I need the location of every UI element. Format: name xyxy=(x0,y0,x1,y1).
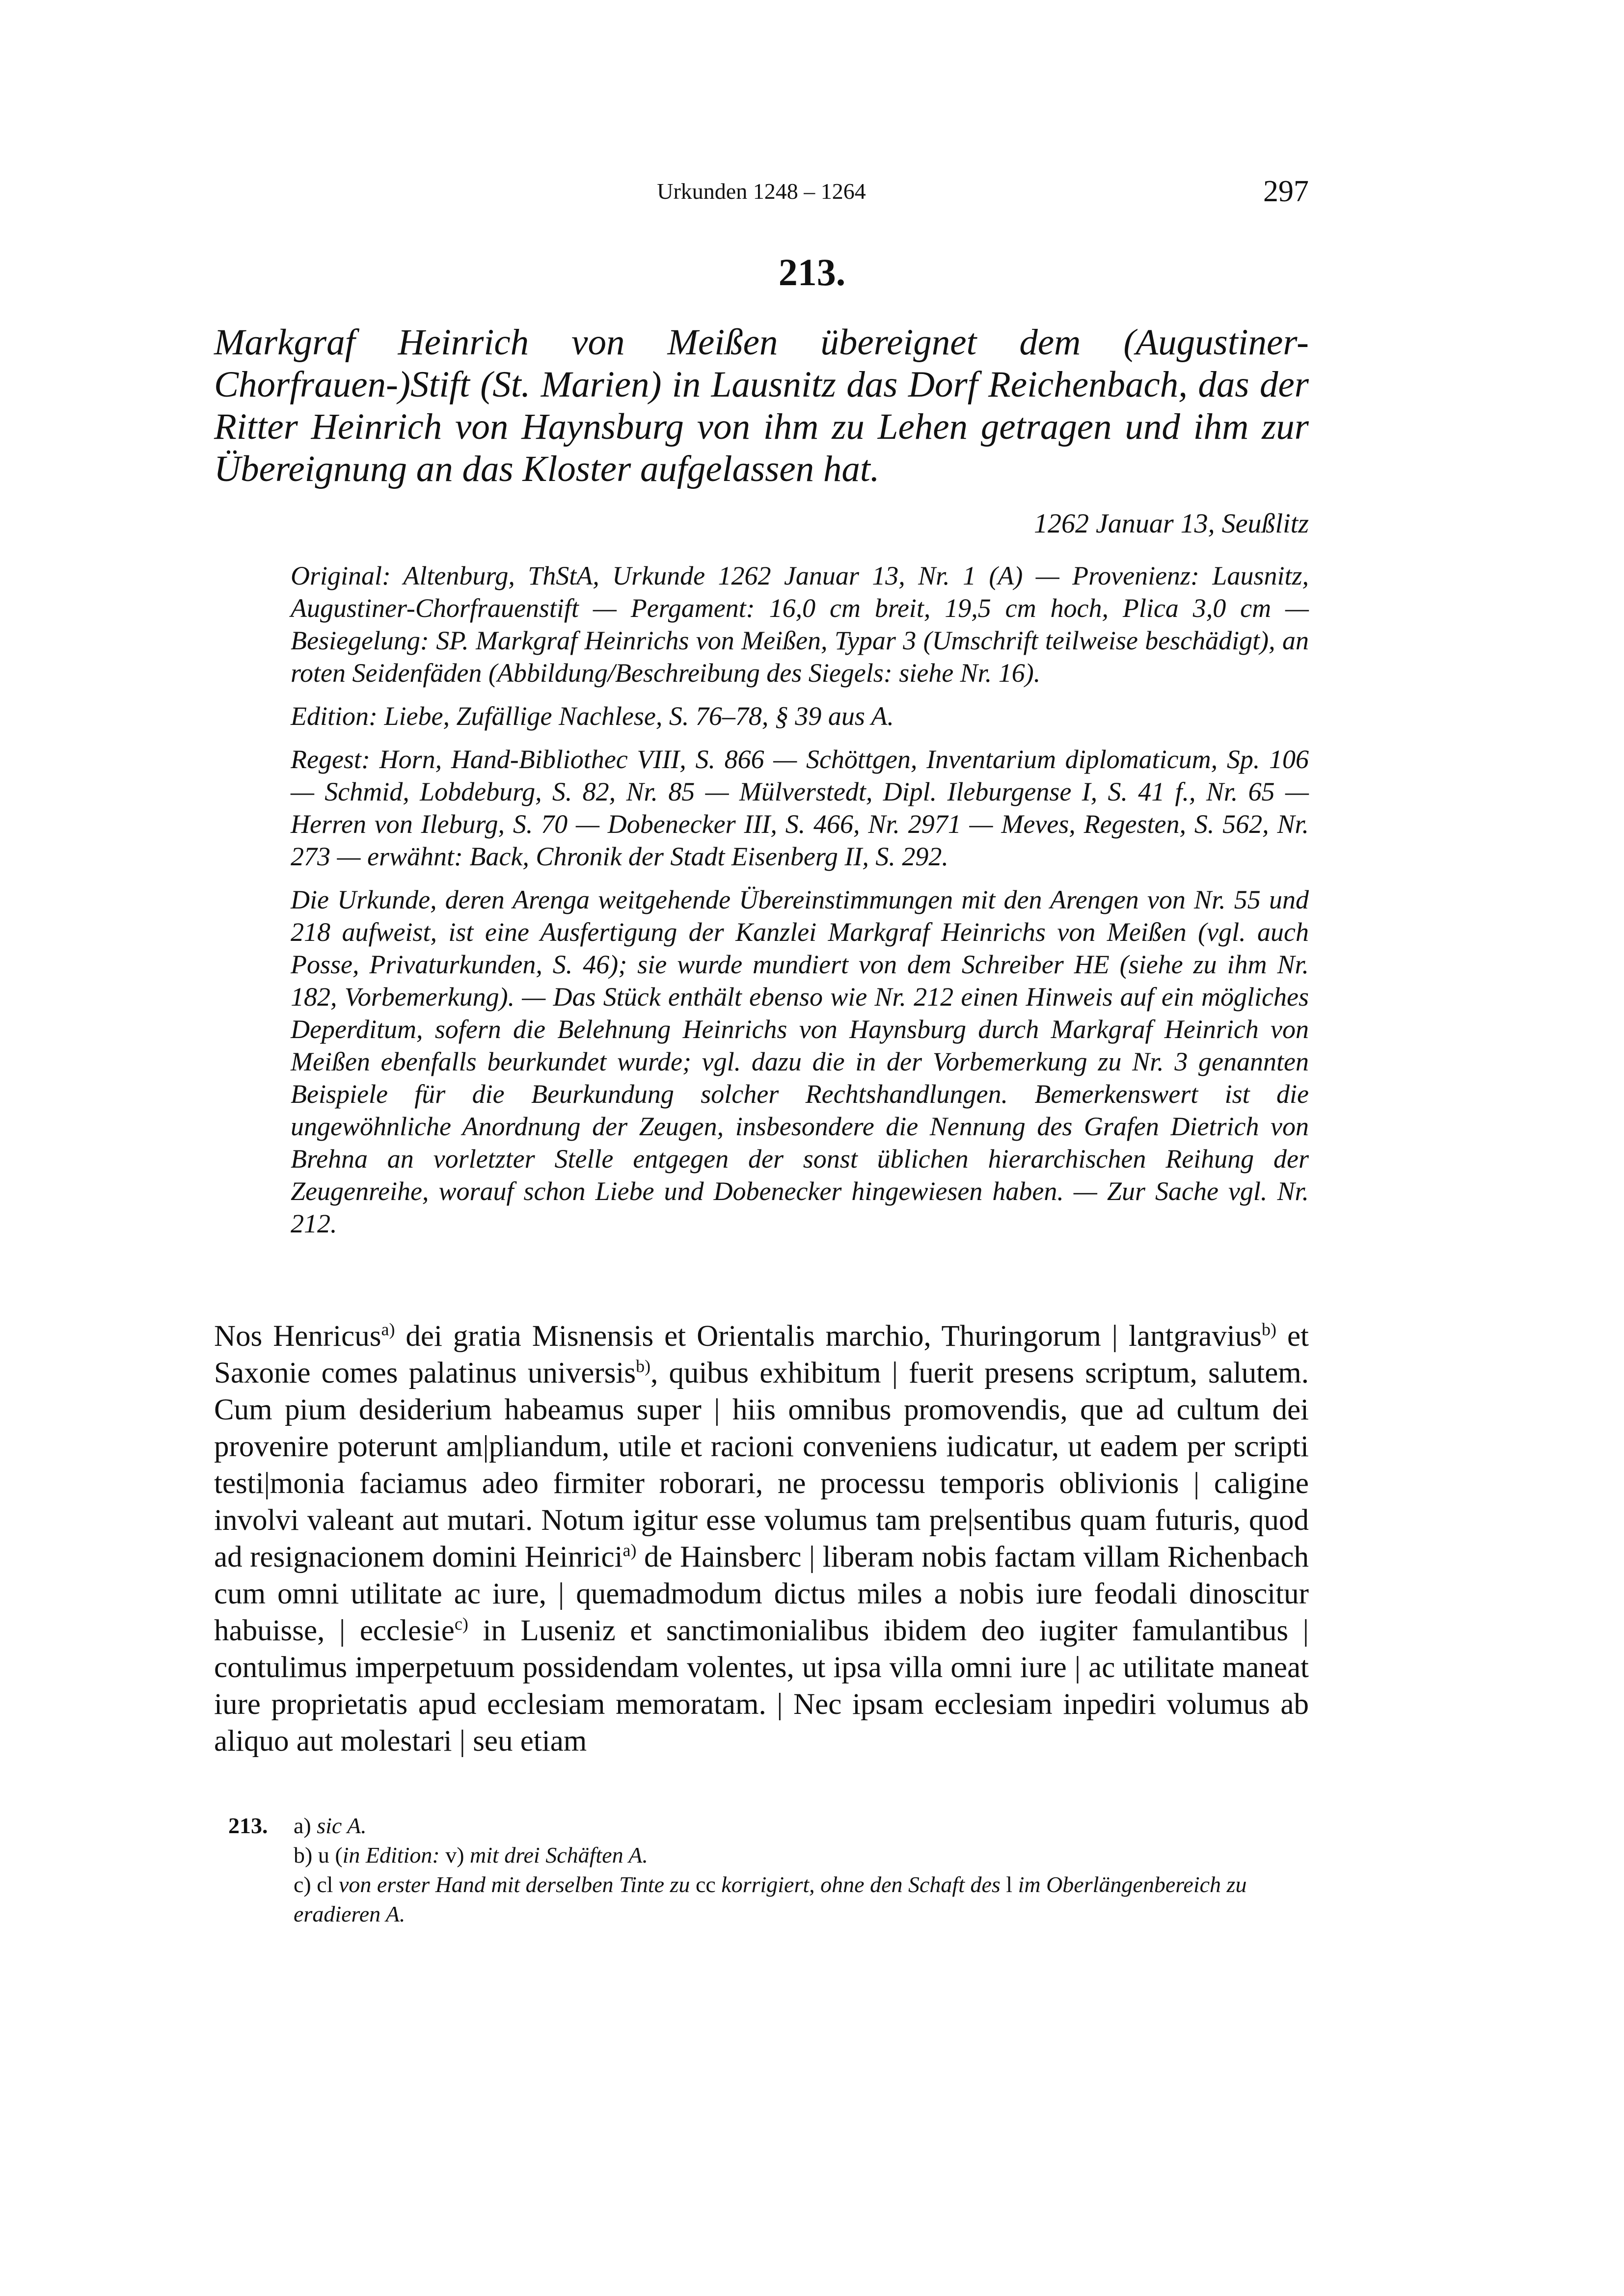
original-description: Original: Altenburg, ThStA, Urkunde 1262 Januar 13, Nr. 1 (A) — Provenienz: Lausnitz, Augustiner-Chorfrauenstift — Pergament: 16,0 cm breit, 19,5 cm hoch, Plica 3,0 cm — Besiegelung: SP. Markgraf Heinrichs von Meißen, Typar 3 (Umschrift teilweise beschädigt), an roten Seidenfäden (Abbildung/Beschreibung des Siegels: siehe Nr. 16). xyxy=(291,561,1309,688)
footnote-c-mark: c) cl xyxy=(294,1872,339,1897)
footnote-mark: c) xyxy=(454,1614,468,1634)
charter-text xyxy=(214,1318,1309,1760)
text-segment: , quibus exhibitum | fuerit presens scriptum, salutem. Cum pium desiderium habeamus super | hiis omnibus promovendis, que ad cultum dei provenire poterunt am|pliandum, utile et racioni conveniens iudicatur, ut eadem per scripti testi|monia faciamus adeo firmiter roborari, ne processu temporis oblivionis | caligine involvi valeant aut mutari. Notum igitur esse volumus tam pre|sentibus quam futuris, quod ad resignacionem domini Heinrici xyxy=(214,1357,1309,1574)
footnote-b-text: mit drei Schäften A. xyxy=(470,1842,648,1868)
regest-note: Regest: Horn, Hand-Bibliothec VIII, S. 866 — Schöttgen, Inventarium diplomaticum, Sp. 106 — Schmid, Lobdeburg, S. 82, Nr. 85 — Mülverstedt, Dipl. Ileburgense I, S. 41 f., Nr. 65 — Herren von Ileburg, S. 70 — Dobenecker III, S. 466, Nr. 2971 — Meves, Regesten, S. 562, Nr. 273 — erwähnt: Back, Chronik der Stadt Eisenberg II, S. 292. xyxy=(291,745,1309,871)
footnote-b xyxy=(294,1841,1309,1870)
footnote-a xyxy=(294,1811,1309,1841)
edition-note: Edition: Liebe, Zufällige Nachlese, S. 76–78, § 39 aus A. xyxy=(291,701,894,731)
footnotes xyxy=(228,1811,1309,1929)
text-segment: de Hainsberc | liberam nobis factam villam Richenbach cum omni utilitate ac iure, | quemadmodum dictus miles a nobis iure feodali dinoscitur habuisse, | ecclesie xyxy=(214,1541,1309,1647)
footnote-c-mid: cc xyxy=(690,1872,722,1897)
text-segment: in Luseniz et sanctimonialibus ibidem deo iugiter famulantibus | contulimus imperpetuum possidendam volentes, ut ipsa villa omni iure | ac utilitate maneat iure proprietatis apud ecclesiam memoratam. | Nec ipsam ecclesiam inpediri volumus ab aliquo aut molestari | seu etiam xyxy=(214,1614,1309,1758)
critical-apparatus xyxy=(291,560,1309,1251)
document-summary: Markgraf Heinrich von Meißen übereignet dem (Augustiner-Chorfrauen-)Stift (St. Marien) in Lausnitz das Dorf Reichenbach, das der Ritter Heinrich von Haynsburg von ihm zu Lehen getragen und ihm zur Übereignung an das Kloster aufgelassen hat. xyxy=(214,322,1309,489)
running-head xyxy=(214,174,1309,214)
footnote-c-text: korrigiert, ohne den Schaft des xyxy=(721,1872,1001,1897)
document-number: 213. xyxy=(778,251,846,294)
footnote-mark: a) xyxy=(623,1540,637,1560)
footnote-a-text: sic A. xyxy=(317,1813,367,1838)
footnote-c-mid: l xyxy=(1000,1872,1018,1897)
footnote-b-mark: b) u ( xyxy=(294,1842,343,1868)
footnote-list xyxy=(294,1811,1309,1929)
text-segment: Nos Henricus xyxy=(214,1320,381,1353)
footnote-a-mark: a) xyxy=(294,1813,317,1838)
text-segment: et Saxonie comes palatinus universis xyxy=(214,1320,1309,1389)
footnote-label: 213. xyxy=(228,1813,268,1838)
dateline: 1262 Januar 13, Seußlitz xyxy=(1034,508,1309,539)
footnote-mark: b) xyxy=(1262,1319,1277,1339)
footnote-b-text: in Edition: xyxy=(342,1842,440,1868)
footnote-c-text: von erster Hand mit derselben Tinte zu xyxy=(338,1872,690,1897)
running-title: Urkunden 1248 – 1264 xyxy=(657,179,866,204)
commentary: Die Urkunde, deren Arenga weitgehende Übereinstimmungen mit den Arengen von Nr. 55 und 218 aufweist, ist eine Ausfertigung der Kanzlei Markgraf Heinrichs von Meißen (vgl. auch Posse, Privaturkunden, S. 46); sie wurde mundiert von dem Schreiber HE (siehe zu ihm Nr. 182, Vorbemerkung). — Das Stück enthält ebenso wie Nr. 212 einen Hinweis auf ein mögliches Deperditum, sofern die Belehnung Heinrichs von Haynsburg durch Markgraf Heinrich von Meißen ebenfalls beurkundet wurde; vgl. dazu die in der Vorbemerkung zu Nr. 3 genannten Beispiele für die Beurkundung solcher Rechtshandlungen. Bemerkenswert ist die ungewöhnliche Anordnung der Zeugen, insbesondere die Nennung des Grafen Dietrich von Brehna an vorletzter Stelle entgegen der sonst üblichen hierarchischen Reihung der Zeugenreihe, worauf schon Liebe und Dobenecker hingewiesen haben. — Zur Sache vgl. Nr. 212. xyxy=(291,885,1309,1238)
text-segment: dei gratia Misnensis et Orientalis marchio, Thuringorum | lantgravius xyxy=(395,1320,1262,1353)
footnote-mark: b) xyxy=(636,1356,651,1376)
page-number: 297 xyxy=(1263,175,1309,208)
footnote-c-text: im Oberlängenbereich zu eradieren A. xyxy=(294,1872,1247,1926)
footnote-c xyxy=(294,1870,1309,1929)
footnote-b-mid: v) xyxy=(439,1842,470,1868)
footnote-mark: a) xyxy=(381,1319,395,1339)
